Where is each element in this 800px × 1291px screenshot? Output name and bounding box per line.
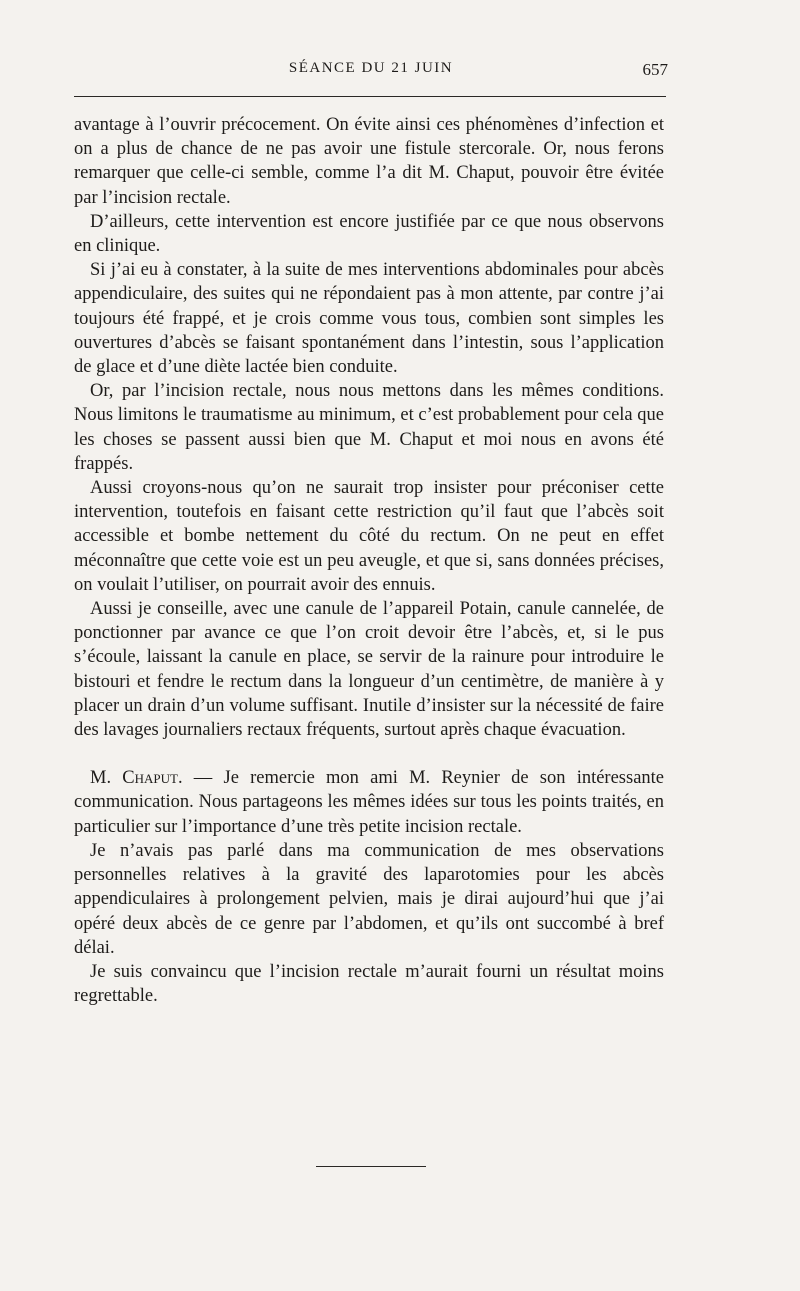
page-number: 657 xyxy=(642,60,668,79)
paragraph-1: avantage à l’ouvrir précocement. On évite ainsi ces phénomènes d’infection et on a plus de chance de ne pas avoir une fistule stercorale. Or, nous ferons remarquer que celle-ci semble, comme l’a dit M. Chaput, pouvoir être évitée par l’incision rectale. xyxy=(74,115,664,208)
paragraph-4: Or, par l’incision rectale, nous nous mettons dans les mêmes conditions. Nous limitons le traumatisme au minimum, et c’est probablement pour cela que les choses se passent aussi bien que M. Chaput et moi nous en avons été frappés. xyxy=(74,381,664,474)
paragraph-3: Si j’ai eu à constater, à la suite de mes interventions abdominales pour abcès appendiculaire, des suites qui ne répondaient pas à mon attente, par contre j’ai toujours été frappé, et je crois comme vous tous, combien sont simples les ouvertures d’abcès se faisant spontanément dans l’intestin, sous l’application de glace et d’une diète lactée bien conduite. xyxy=(74,260,664,378)
running-head xyxy=(74,60,668,82)
paragraph-5: Aussi croyons-nous qu’on ne saurait trop insister pour préconiser cette intervention, toutefois en faisant cette restriction qu’il faut que l’abcès soit accessible et bombe nettement du côté du rectum. On ne peut en effet méconnaître que cette voie est un peu aveugle, et que si, sans données précises, on voulait l’utiliser, on pourrait avoir des ennuis. xyxy=(74,478,664,595)
response-paragraph-1 xyxy=(74,766,664,839)
response-text-1: — Je remercie mon ami M. Reynier de son intéressante communication. Nous partageons les mêmes idées sur tous les points traités, en particulier sur l’importance d’une très petite incision rectale. xyxy=(74,768,665,837)
response-paragraph-3: Je suis convaincu que l’incision rectale m’aurait fourni un résultat moins regrettable. xyxy=(74,961,664,1007)
paragraph-6: Aussi je conseille, avec une canule de l’appareil Potain, canule cannelée, de ponctionner par avance ce que l’on croit devoir être l’abcès, et, si le pus s’écoule, laissant la canule en place, se servir de la rainure pour introduire le bistouri et fendre le rectum dans la longueur d’un centimètre, de manière à y placer un drain d’un volume suffisant. Inutile d’insister sur la nécessité de faire des lavages journaliers rectaux fréquents, surtout après chaque évacuation. xyxy=(74,599,664,741)
header-rule xyxy=(74,96,666,97)
response-paragraph-2: Je n’avais pas parlé dans ma communication de mes observations personnelles relatives à la gravité des laparotomies pour les abcès appendiculaires à prolongement pelvien, mais je dirai aujourd’hui que j’ai opéré deux abcès de ce genre par l’abdomen, et qu’ils ont succombé à bref délai. xyxy=(74,840,664,958)
closing-rule xyxy=(316,1166,426,1167)
speaker-name: M. Chaput. xyxy=(90,768,183,789)
body-text xyxy=(74,113,664,1008)
paragraph-2: D’ailleurs, cette intervention est encore justifiée par ce que nous observons en clinique. xyxy=(74,211,664,257)
running-head-title: SÉANCE DU 21 JUIN xyxy=(288,60,454,76)
